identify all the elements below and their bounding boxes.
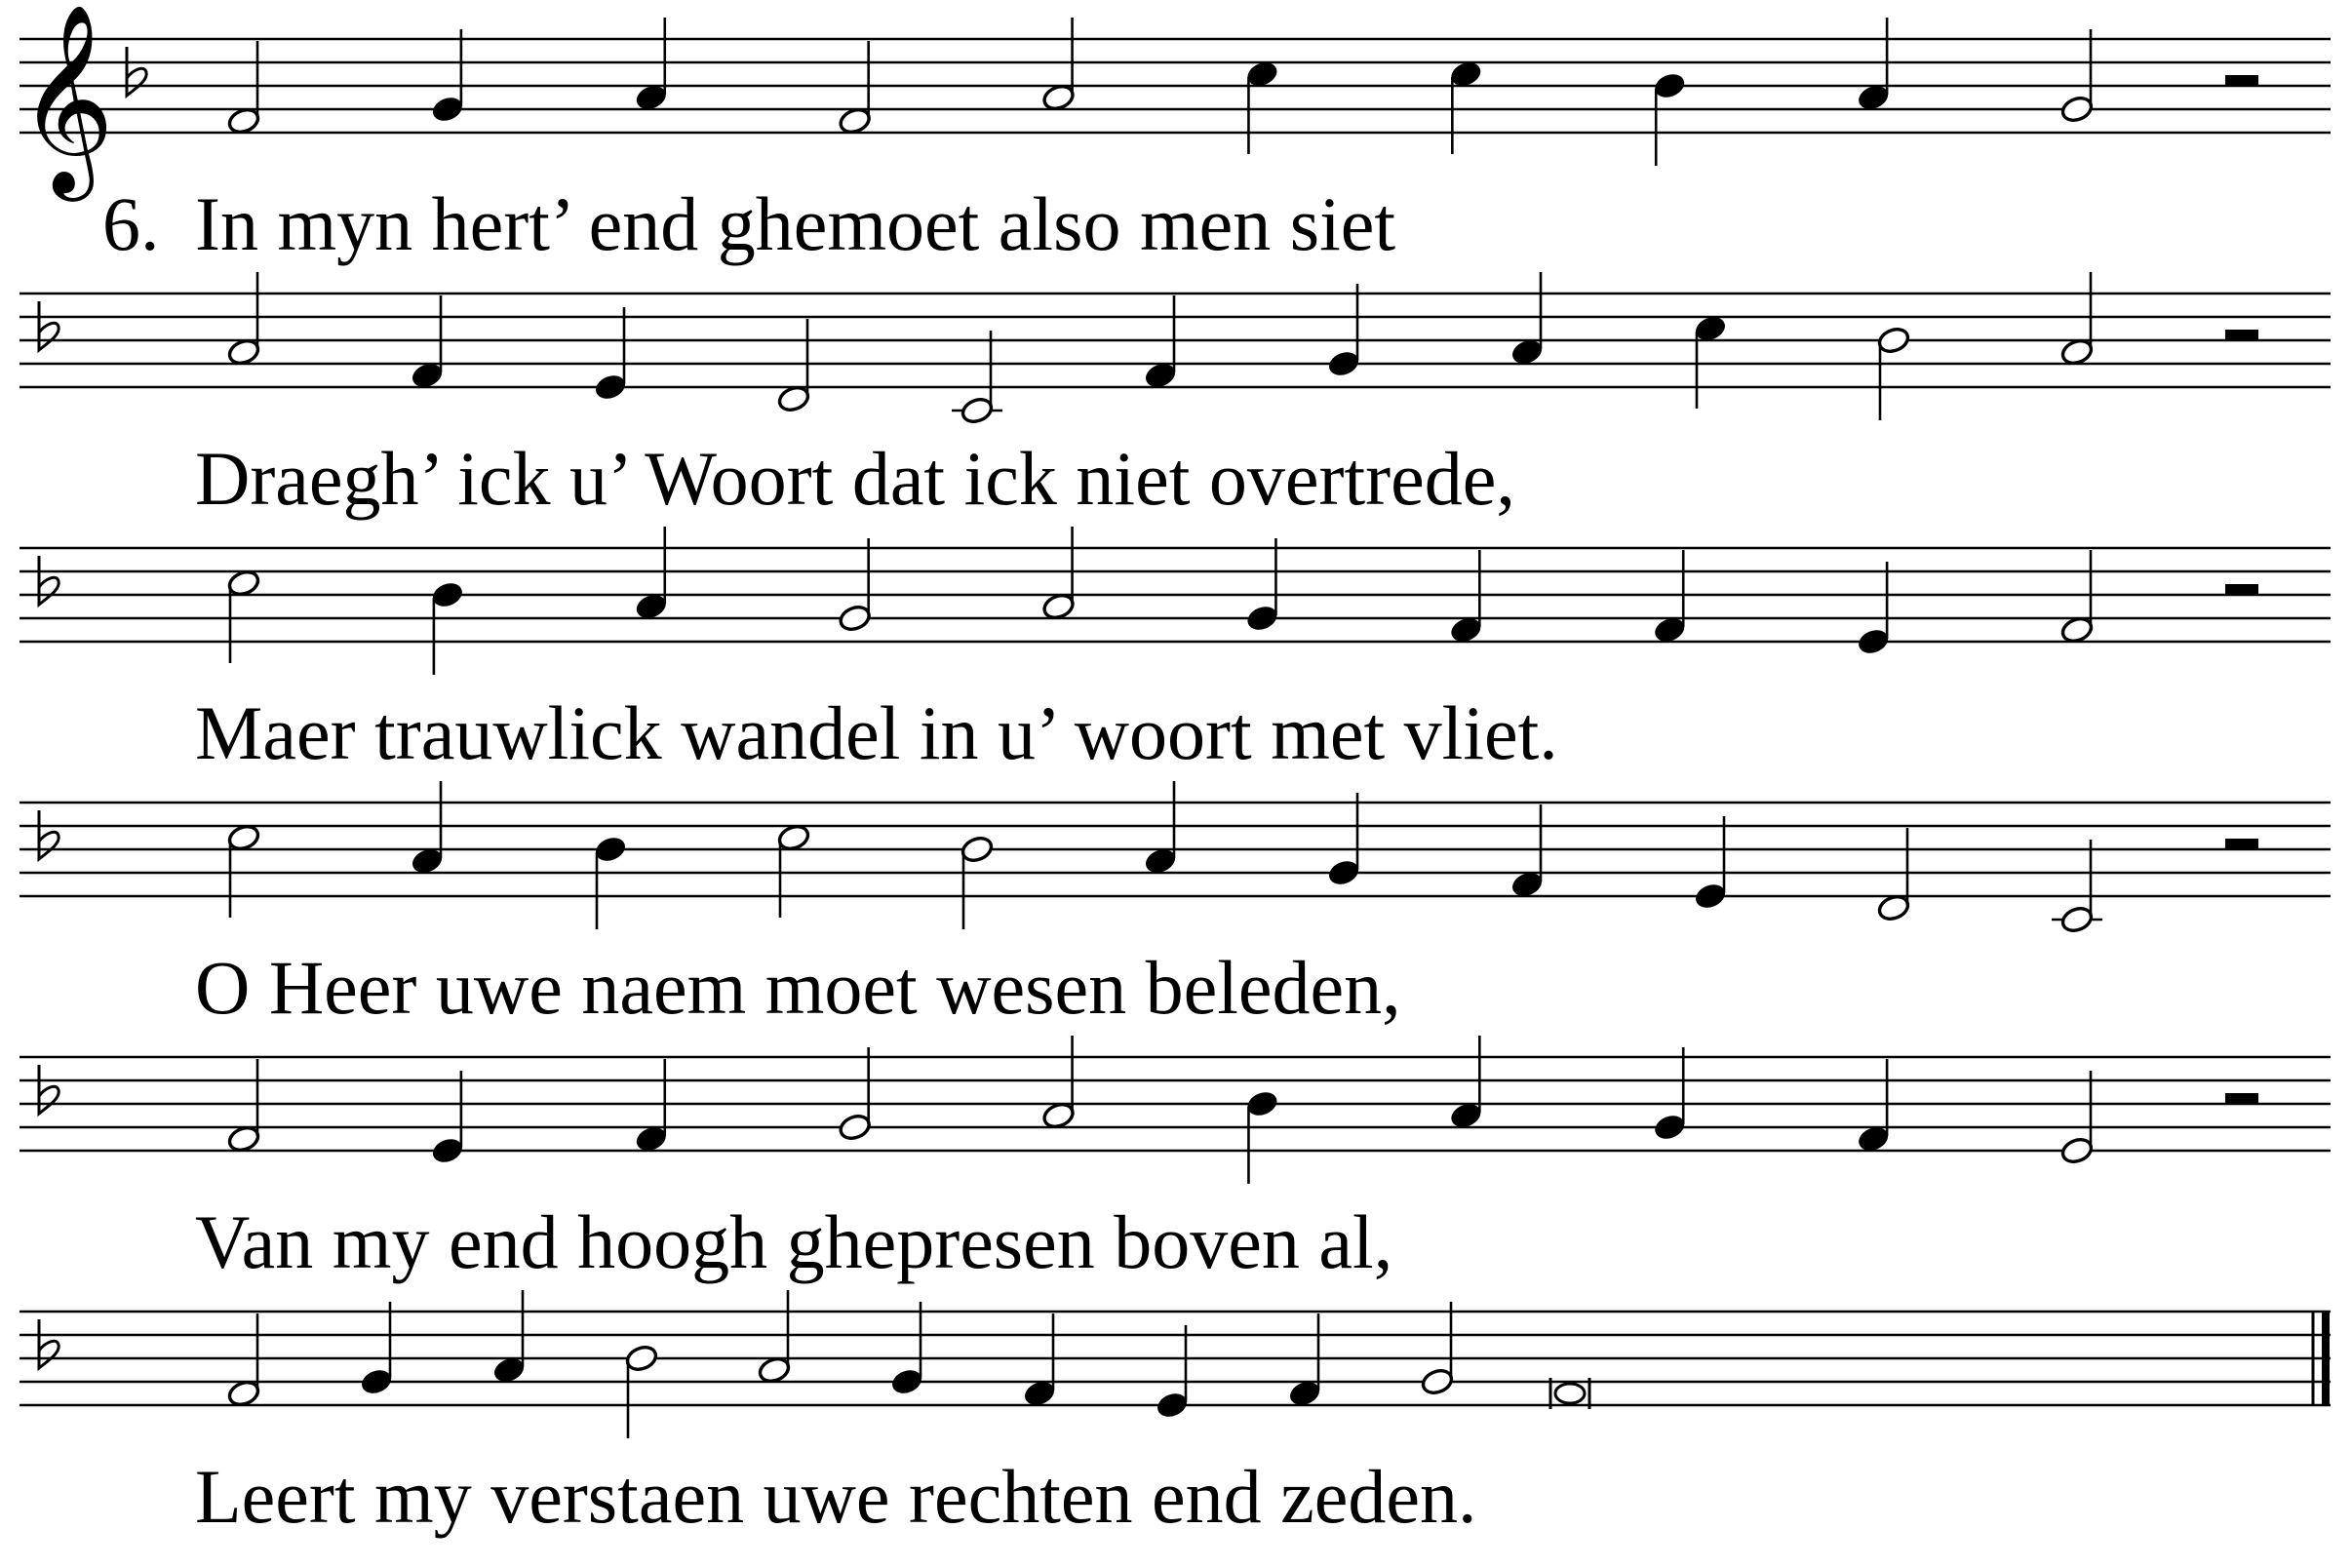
lyric-line-4: O Heer uwe naem moet wesen beleden, bbox=[195, 945, 1401, 1030]
note bbox=[226, 272, 261, 367]
note bbox=[430, 29, 465, 124]
note bbox=[593, 307, 628, 402]
flat-key-signature-icon bbox=[39, 556, 59, 605]
note bbox=[1856, 1059, 1891, 1154]
final-barline bbox=[2322, 1312, 2330, 1405]
note bbox=[1693, 314, 1728, 409]
note bbox=[226, 41, 261, 136]
note bbox=[838, 1047, 873, 1142]
note bbox=[226, 1059, 261, 1154]
note bbox=[359, 1302, 394, 1396]
note bbox=[1022, 1313, 1057, 1408]
flat-key-signature-icon bbox=[39, 1319, 59, 1368]
half-rest-icon bbox=[2225, 1093, 2258, 1104]
note bbox=[634, 1059, 669, 1154]
half-rest-icon bbox=[2225, 584, 2258, 595]
note bbox=[634, 527, 669, 621]
flat-key-signature-icon bbox=[39, 1065, 59, 1114]
flat-key-signature-icon bbox=[39, 301, 59, 350]
lyric-line-3: Maer trauwlick wandel in u’ woort met vliet. bbox=[195, 690, 1558, 775]
note bbox=[1245, 59, 1280, 154]
note bbox=[624, 1344, 659, 1438]
note bbox=[2059, 1071, 2095, 1165]
half-rest-icon bbox=[2225, 839, 2258, 849]
note bbox=[1876, 828, 1911, 922]
note bbox=[410, 781, 445, 876]
flat-key-signature-icon bbox=[127, 47, 146, 96]
note bbox=[430, 580, 465, 675]
note bbox=[226, 568, 261, 663]
verse-number: 6. bbox=[102, 181, 160, 266]
note bbox=[889, 1302, 924, 1396]
note bbox=[960, 835, 995, 929]
note bbox=[1143, 295, 1178, 390]
note bbox=[1287, 1313, 1322, 1408]
note bbox=[1041, 527, 1077, 621]
note bbox=[491, 1290, 527, 1385]
note bbox=[410, 295, 445, 390]
note bbox=[952, 331, 1002, 425]
note bbox=[757, 1290, 792, 1385]
note bbox=[1448, 550, 1483, 645]
note bbox=[1856, 562, 1891, 656]
note bbox=[593, 835, 628, 929]
note bbox=[776, 823, 811, 918]
flat-key-signature-icon bbox=[39, 810, 59, 859]
lyric-line-1: In myn hert’ end ghemoet also men siet bbox=[195, 181, 1396, 266]
note bbox=[1652, 1047, 1687, 1142]
note bbox=[1856, 18, 1891, 112]
note bbox=[838, 41, 873, 136]
note bbox=[226, 823, 261, 918]
note bbox=[1041, 1036, 1077, 1130]
note bbox=[1420, 1302, 1455, 1396]
note bbox=[2059, 550, 2095, 645]
note bbox=[1143, 781, 1178, 876]
note bbox=[1448, 59, 1483, 154]
note bbox=[1652, 550, 1687, 645]
note bbox=[1876, 326, 1911, 420]
note bbox=[1448, 1036, 1483, 1130]
note bbox=[226, 1313, 261, 1408]
lyric-line-2: Draegh’ ick u’ Woort dat ick niet overtrede, bbox=[195, 436, 1515, 521]
note bbox=[1652, 71, 1687, 166]
half-rest-icon bbox=[2225, 75, 2258, 86]
half-rest-icon bbox=[2225, 330, 2258, 340]
note bbox=[1326, 284, 1361, 378]
note bbox=[776, 319, 811, 413]
note bbox=[1245, 538, 1280, 633]
note bbox=[1245, 1089, 1280, 1184]
note bbox=[1155, 1325, 1190, 1420]
note bbox=[634, 18, 669, 112]
note bbox=[1693, 816, 1728, 911]
note bbox=[2052, 840, 2102, 934]
lyric-line-6: Leert my verstaen uwe rechten end zeden. bbox=[195, 1454, 1477, 1539]
note bbox=[1041, 18, 1077, 112]
note bbox=[838, 538, 873, 633]
note bbox=[1326, 793, 1361, 887]
note bbox=[1509, 804, 1545, 899]
note bbox=[2059, 272, 2095, 367]
note bbox=[1509, 272, 1545, 367]
lyric-line-5: Van my end hoogh ghepresen boven al, bbox=[195, 1199, 1393, 1284]
note bbox=[2059, 29, 2095, 124]
note bbox=[430, 1071, 465, 1165]
treble-clef-icon: 𝄞 bbox=[18, 2, 115, 193]
